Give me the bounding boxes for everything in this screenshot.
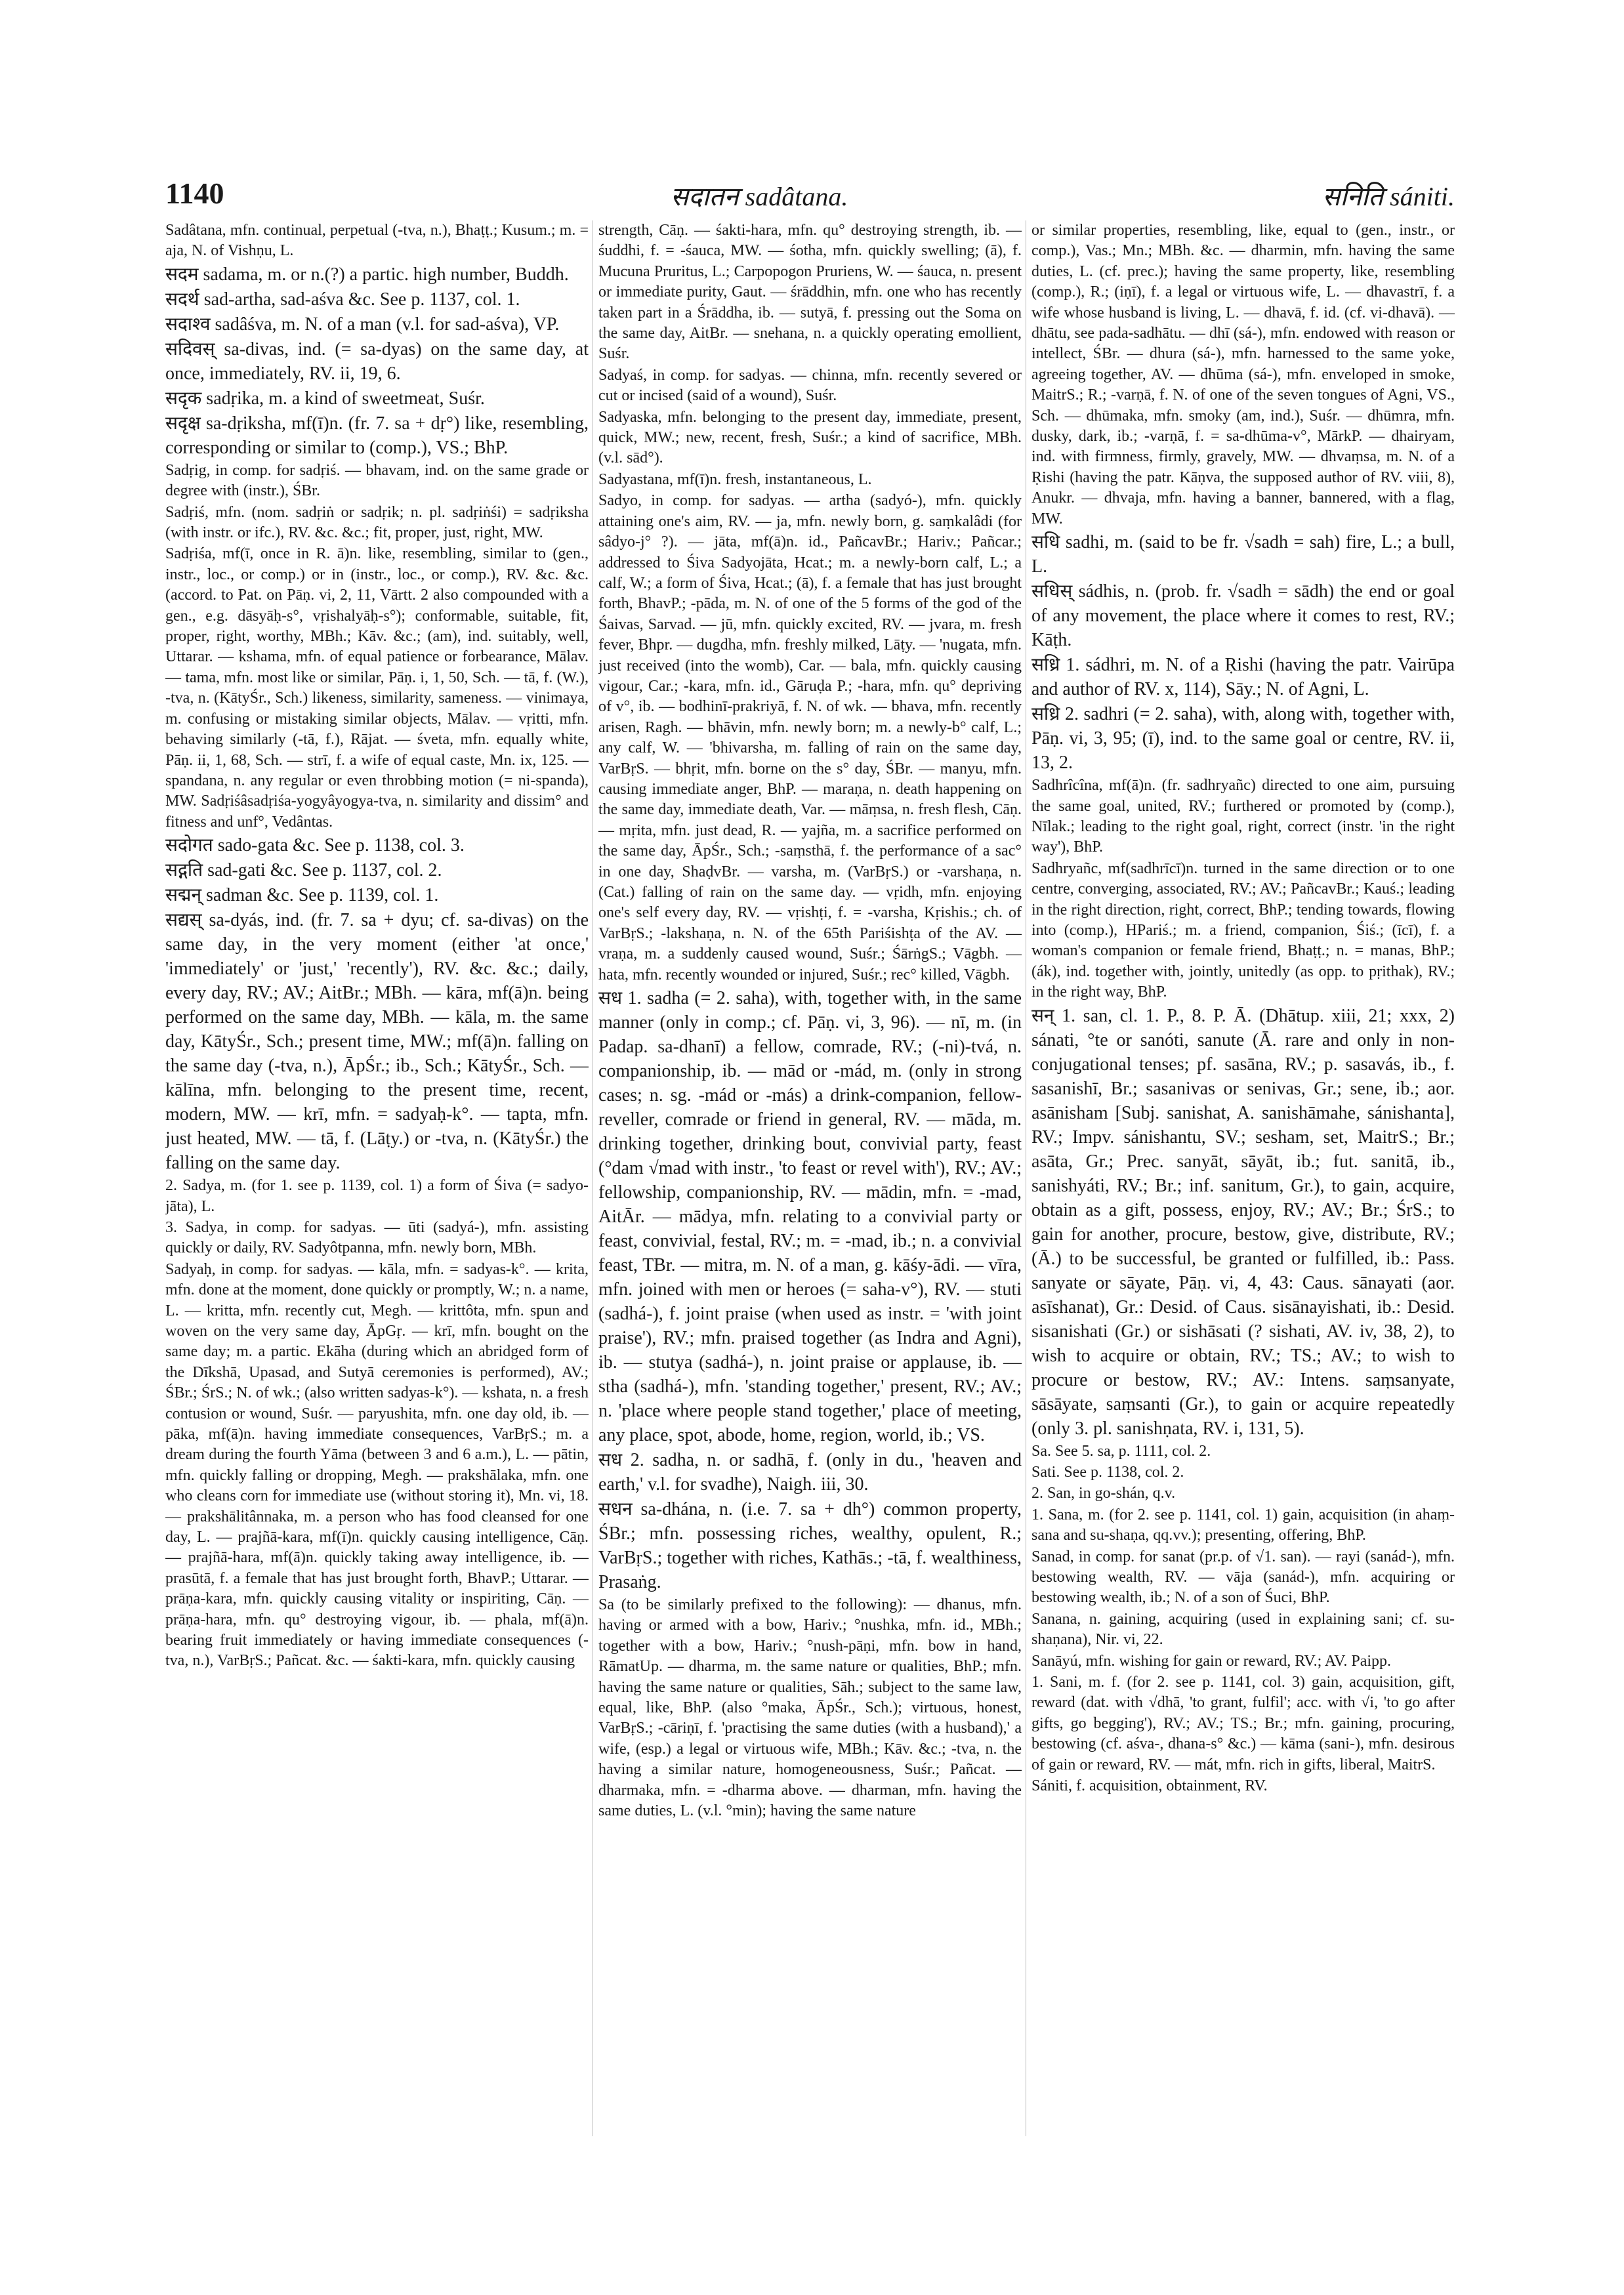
- dictionary-entry: सधन sa-dhána, n. (i.e. 7. sa + dh°) common property, ŚBr.; mfn. possessing riches, wealthy, opulent, R.; VarBṛS.; together with riches, Kathās.; -tā, f. wealthiness, Prasaṅg.: [598, 1499, 1022, 1593]
- dictionary-entry: Sadṛig, in comp. for sadṛiś. — bhavam, ind. on the same grade or degree with (instr.), ŚBr.: [165, 461, 589, 500]
- page-number: 1140: [165, 176, 224, 210]
- dictionary-entry: Sa (to be similarly prefixed to the following): — dhanus, mfn. having or armed with a bow, Hariv.; °nushka, mfn. id., MBh.; together with a bow, Hariv.; °nush-pāṇi, mfn. bow in hand, RāmatUp. — dharma, m. the same nature or qualities, BhP.; mfn. having the same nature or qualities, Sāh.; subject to the same law, equal, like, BhP. (also °maka, ĀpŚr., Sch.); virtuous, honest, VarBṛS.; -cāriṇī, f. 'practising the same duties (with a husband),' a wife, (esp.) a legal or virtuous wife, MBh.; Kāv. &c.; -tva, n. the having a similar nature, homogeneousness, Suśr.; Pañcat. — dharmaka, mfn. = -dharma above. — dharman, mfn. having the same duties, L. (v.l. °min); having the same nature: [598, 1596, 1022, 1820]
- dictionary-entry: सदाश्व sadâśva, m. N. of a man (v.l. for sad-aśva), VP.: [165, 314, 560, 335]
- column-left: [165, 220, 589, 2149]
- dictionary-entry: सदृक्ष sa-dṛiksha, mf(ī)n. (fr. 7. sa + dṛ°) like, resembling, corresponding or similar to (comp.), VS.; BhP.: [165, 413, 589, 458]
- dictionary-entry: सदम sadama, m. or n.(?) a partic. high number, Buddh.: [165, 264, 569, 285]
- dictionary-entry: 2. San, in go-shán, q.v.: [1031, 1485, 1176, 1502]
- dictionary-entry: strength, Cāṇ. — śakti-hara, mfn. qu° destroying strength, ib. — śuddhi, f. = -śauca, MW. — śotha, mfn. quickly swelling; (ā), f. Mucuna Pruritus, L.; Carpopogon Pruriens, W. — śauca, n. present or immediate purity, Gaut. — śrāddhin, mfn. one who has recently taken part in a Śrāddha, ib. — sutyā, f. pressing out the Soma on the same day, AitBr. — snehana, n. a quickly operating emollient, Suśr.: [598, 222, 1022, 363]
- dictionary-entry: Sadyo, in comp. for sadyas. — artha (sadyó-), mfn. quickly attaining one's aim, RV. — ja, mfn. newly born, g. saṃkalâdi (for sâdyo-j° ?). — jāta, mf(ā)n. id., PañcavBr.; Hariv.; Pañcar.; addressed to Śiva Sadyojāta, Hcat.; m. a newly-born calf, L.; a calf, W.; a form of Śiva, Hcat.; (ā), f. a female that has just brought forth, BhavP.; -pāda, m. N. of one of the 5 forms of the god of the Śaivas, Sarvad. — jū, mfn. quickly excited, RV. — jvara, m. fresh fever, Bhpr. — dugdha, mfn. freshly milked, Lāṭy. — 'nugata, mfn. just received (into the womb), Car. — bala, mfn. quickly causing vigour, Car.; -kara, mfn. id., Gāruḍa P.; -hara, mfn. qu° depriving of v°, ib. — bodhinī-prakriyā, f. N. of wk. — bhava, mfn. recently arisen, Ragh. — bhāvin, mfn. newly born; m. a newly-b° calf, L.; any calf, W. — 'bhivarsha, m. falling of rain on the same day, VarBṛS. — bhṛit, mfn. borne on the s° day, ŚBr. — manyu, mfn. causing immediate anger, BhP. — maraṇa, n. death happening on the same day, immediate death, Var. — māṃsa, n. fresh flesh, Cāṇ. — mṛita, mfn. just dead, R. — yajña, m. a sacrifice performed on the same day, ĀpŚr., Sch.; -saṃsthā, f. the performance of a sac° in one day, ShaḍvBr. — varsha, m. (VarBṛS.) or -varshaṇa, n. (Cat.) falling of rain on the same day. — vṛidh, mfn. enjoying one's self every day, RV. — vṛishṭi, f. = -varsha, Kṛishis.; ch. of VarBṛS.; -lakshaṇa, n. N. of the 65th Pariśishṭa of the AV. — vraṇa, m. a suddenly caused wound, Suśr.; ŚārṅgS.; Vāgbh. — hata, mfn. recently wounded or injured, Suśr.; rec° killed, Vāgbh.: [598, 492, 1022, 983]
- dictionary-entry: Sániti, f. acquisition, obtainment, RV.: [1031, 1777, 1268, 1795]
- column-right: [1031, 220, 1455, 2149]
- dictionary-entry: Sadyaś, in comp. for sadyas. — chinna, mfn. recently severed or cut or incised (said of a wound), Suśr.: [598, 366, 1022, 405]
- dictionary-entry: Sadyaska, mfn. belonging to the present day, immediate, present, quick, MW.; new, recent, fresh, Suśr.; a kind of sacrifice, MBh. (v.l. sād°).: [598, 408, 1022, 467]
- dictionary-entry: 3. Sadya, in comp. for sadyas. — ūti (sadyá-), mfn. assisting quickly or daily, RV. Sadyôtpanna, mfn. newly born, MBh.: [165, 1218, 589, 1257]
- dictionary-entry: Sa. See 5. sa, p. 1111, col. 2.: [1031, 1442, 1211, 1460]
- dictionary-entry: 2. Sadya, m. (for 1. see p. 1139, col. 1) a form of Śiva (= sadyo-jāta), L.: [165, 1177, 589, 1215]
- dictionary-entry: Sanad, in comp. for sanat (pr.p. of √1. san). — rayi (sanád-), mfn. bestowing wealth, RV. — vāja (sanád-), mfn. acquiring or bestowing wealth, ib.; N. of a son of Śuci, BhP.: [1031, 1548, 1455, 1607]
- left-running-headword: सदातन sadâtana.: [671, 182, 848, 211]
- dictionary-entry: सद्गति sad-gati &c. See p. 1137, col. 2.: [165, 860, 442, 881]
- dictionary-entry: Sadyaḥ, in comp. for sadyas. — kāla, mfn. = sadyas-k°. — krita, mfn. done at the moment, done quickly or promptly, W.; n. a name, L. — kritta, mfn. recently cut, Megh. — krittôta, mfn. spun and woven on the very same day, ĀpGṛ. — krī, mfn. bought on the same day; m. a partic. Ekāha (during which an abridged form of the Dīkshā, Upasad, and Sutyā ceremonies is performed), AV.; ŚBr.; ŚrS.; N. of wk.; (also written sadyas-k°). — kshata, n. a fresh contusion or wound, Suśr. — paryushita, mfn. one day old, ib. — pāka, mf(ā)n. having immediate consequences, VarBṛS.; m. a dream during the fourth Yāma (between 3 and 6 a.m.), L. — pātin, mfn. quickly falling or dropping, Megh. — prakshālaka, mfn. one who cleans corn for immediate use (without storing it), Mn. vi, 18. — prakshālitânnaka, m. a person who has food cleansed for one day, L. — prajñā-kara, mf(ī)n. quickly causing intelligence, Cāṇ. — prajñā-hara, mf(ā)n. quickly taking away intelligence, ib. — prasūtā, f. a female that has just brought forth, BhavP.; Uttarar. — prāṇa-kara, mfn. quickly causing vitality or inspiriting, Cāṇ. — prāṇa-hara, mfn. qu° destroying vigour, ib. — phala, mf(ā)n. bearing fruit immediately or having immediate consequences (-tva, n.), VarBṛS.; Pañcat. &c. — śakti-kara, mfn. quickly causing: [165, 1260, 589, 1670]
- dictionary-entry: सदिवस् sa-divas, ind. (= sa-dyas) on the same day, at once, immediately, RV. ii, 19, 6.: [165, 339, 589, 384]
- dictionary-entry: सध 2. sadha, n. or sadhā, f. (only in du., 'heaven and earth,' v.l. for svadhe), Naigh. iii, 30.: [598, 1450, 1022, 1495]
- dictionary-entry: सधि sadhi, m. (said to be fr. √sadh = sah) fire, L.; a bull, L.: [1031, 532, 1455, 577]
- dictionary-entry: Sadhrîcîna, mf(ā)n. (fr. sadhryañc) directed to one aim, pursuing the same goal, united, RV.; furthered or promoted by (comp.), Nīlak.; leading to the right goal, right, correct (instr. 'in the right way'), BhP.: [1031, 777, 1455, 856]
- dictionary-entry: Sadyastana, mf(ī)n. fresh, instantaneous, L.: [598, 470, 872, 488]
- dictionary-entry: सध 1. sadha (= 2. saha), with, together with, in the same manner (only in comp.; cf. Pāṇ. vi, 3, 96). — nī, m. (in Padap. sa-dhanī) a fellow, comrade, RV.; (-ni)-tvá, n. companionship, ib. — mād or -mád, m. (only in strong cases; n. sg. -mád or -más) a drink-companion, fellow-reveller, comrade or friend in general, RV. — māda, m. drinking together, drinking bout, convivial party, feast (°dam √mad with instr., 'to feast or revel with'), RV.; AV.; fellowship, companionship, RV. — mādin, mfn. = -mad, AitĀr. — mādya, mfn. relating to a convivial party or feast, convivial, festal, RV.; m. = -mad, ib.; n. a convivial feast, TBr. — mitra, m. N. of a man, g. kāśy-ādi. — vīra, mfn. joined with men or heroes (= saha-v°), RV. — stuti (sadhá-), f. joint praise (when used as instr. = 'with joint praise'), RV.; mfn. praised together (as Indra and Agni), ib. — stutya (sadhá-), n. joint praise or applause, ib. — stha (sadhá-), mfn. 'standing together,' present, RV.; AV.; n. 'place where people stand together,' place of meeting, any place, spot, abode, home, region, world, ib.; VS.: [598, 988, 1022, 1446]
- dictionary-entry: or similar properties, resembling, like, equal to (gen., instr., or comp.), Vas.; Mn.; MBh. &c. — dharmin, mfn. having the same duties, L. (cf. prec.); having the same property, like, resembling (comp.), R.; (iṇī), f. a legal or virtuous wife, L. — dhavastrī, f. a wife whose husband is living, L. — dhavā, f. id. (cf. vi-dhavā). — dhātu, see pada-sadhātu. — dhī (sá-), mfn. endowed with reason or intellect, ŚBr. — dhura (sá-), mfn. harnessed to the same yoke, agreeing together, AV. — dhūma (sá-), mfn. enveloped in smoke, MaitrS.; R.; -varṇā, f. N. of one of the seven tongues of Agni, VS., Sch. — dhūmaka, mfn. smoky (am, ind.), Suśr. — dhūmra, mfn. dusky, dark, ib.; -varṇā, f. = sa-dhūma-v°, MārkP. — dhairyam, ind. with firmness, firmly, gravely, MW. — dhvaṃsa, m. N. of a Ṛishi (having the patr. Kāṇva, the supposed author of RV. viii, 8), Anukr. — dhvaja, mfn. having a banner, bannered, with a flag, MW.: [1031, 222, 1455, 527]
- dictionary-entry: सन् 1. san, cl. 1. P., 8. P. Ā. (Dhātup. xiii, 21; xxx, 2) sánati, °te or sanóti, sanute (Ā. rare and only in non-conjugational tenses; pf. sasāna, RV.; p. sasavás, ib., f. sasanishī, Br.; sasanivas or senivas, Gr.; sene, ib.; aor. asānisham [Subj. sanishat, A. sanishāmahe, sánishanta], RV.; Impv. sánishantu, SV.; sesham, set, MaitrS.; Br.; asāta, Gr.; Prec. sanyāt, sāyāt, ib.; fut. sanitā, ib., sanishyáti, RV.; Br.; inf. sanitum, Gr.), to gain, acquire, obtain as a gift, possess, enjoy, RV.; AV.; Br.; ŚrS.; to gain for another, procure, bestow, give, distribute, RV.; (Ā.) to be successful, be granted or fulfilled, ib.: Pass. sanyate or sāyate, Pāṇ. vi, 4, 43: Caus. sānayati (aor. asīshanat), Gr.: Desid. of Caus. sisānayishati, ib.: Desid. sisanishati (Gr.) or sishāsati (? sishati, AV. iv, 38, 2), to wish to acquire or obtain, RV.; TS.; AV.; to wish to procure or bestow, RV.; AV.: Intens. saṃsanyate, sāsāyate, saṃsanti (Gr.), to gain or acquire repeatedly (only 3. pl. sanishṇata, RV. i, 131, 5).: [1031, 1005, 1455, 1439]
- dictionary-entry: सध्रि 1. sádhri, m. N. of a Ṛishi (having the patr. Vairūpa and author of RV. x, 114), Sāy.; N. of Agni, L.: [1031, 655, 1455, 700]
- dictionary-entry: 1. Sana, m. (for 2. see p. 1141, col. 1) gain, acquisition (in ahaṃ-sana and su-shaṇa, qq.vv.); presenting, offering, BhP.: [1031, 1506, 1455, 1544]
- dictionary-entry: Sadhryañc, mf(sadhrīcī)n. turned in the same direction or to one centre, converging, associated, RV.; AV.; PañcavBr.; Kauś.; leading in the right direction, right, correct, BhP.; tending towards, flowing into (comp.), HPariś.; m. a friend, companion, Śiś.; (īcī), f. a woman's companion or female friend, Bhaṭṭ.; n. = manas, BhP.; (ák), ind. together with, jointly, unitedly (as opp. to pṛithak), RV.; in the right way, BhP.: [1031, 859, 1455, 1001]
- dictionary-entry: Sadâtana, mfn. continual, perpetual (-tva, n.), Bhaṭṭ.; Kusum.; m. = aja, N. of Vishṇu, L.: [165, 222, 589, 260]
- dictionary-entry: सद्यस् sa-dyás, ind. (fr. 7. sa + dyu; cf. sa-divas) on the same day, in the very moment (either 'at once,' 'immediately' or 'just,' 'recently'), RV. &c. &c.; daily, every day, RV.; AV.; AitBr.; MBh. — kāra, mf(ā)n. being performed on the same day, MBh. — kāla, m. the same day, KātyŚr., Sch.; present time, MW.; mf(ā)n. falling on the same day (-tva, n.), ĀpŚr.; ib., Sch.; KātyŚr., Sch. — kālīna, mfn. belonging to the present time, recent, modern, MW. — krī, mfn. = sadyaḥ-k°. — tapta, mfn. just heated, MW. — tā, f. (Lāṭy.) or -tva, n. (KātyŚr.) the falling on the same day.: [165, 910, 589, 1174]
- page-header: [165, 176, 1455, 217]
- dictionary-entry: सध्रि 2. sadhri (= 2. saha), with, along with, together with, Pāṇ. vi, 3, 95; (ī), ind. to the same goal or centre, RV. ii, 13, 2.: [1031, 704, 1455, 774]
- column-middle: [598, 220, 1022, 2149]
- dictionary-entry: Sanana, n. gaining, acquiring (used in explaining sani; cf. su-shaṇana), Nir. vi, 22.: [1031, 1610, 1455, 1649]
- right-running-headword: सनिति sániti.: [1322, 182, 1455, 211]
- dictionary-entry: Sadṛiś, mfn. (nom. sadṛiṅ or sadṛik; n. pl. sadṛiṅśi) = sadṛiksha (with instr. or ifc.), RV. &c. &c.; fit, proper, just, right, MW.: [165, 503, 589, 542]
- dictionary-entry: Sanāyú, mfn. wishing for gain or reward, RV.; AV. Paipp.: [1031, 1652, 1392, 1670]
- dictionary-entry: सदोगत sado-gata &c. See p. 1138, col. 3.: [165, 835, 465, 856]
- dictionary-entry: 1. Sani, m. f. (for 2. see p. 1141, col. 3) gain, acquisition, gift, reward (dat. with √dhā, 'to grant, fulfil'; acc. with √i, 'to go after gifts, go begging'), RV.; AV.; TS.; Br.; mfn. gaining, procuring, bestowing (cf. aśva-, dhana-s° &c.) — kāma (sani-), mfn. desirous of gain or reward, RV. — mát, mfn. rich in gifts, liberal, MaitrS.: [1031, 1674, 1455, 1773]
- dictionary-entry: Sadṛiśa, mf(ī, once in R. ā)n. like, resembling, similar to (gen., instr., loc., or comp.) or in (instr., loc., or comp.), RV. &c. &c. (accord. to Pat. on Pāṇ. vi, 2, 11, Vārtt. 2 also compounded with a gen., e.g. dāsyāḥ-s°, vṛishalyāḥ-s°); conformable, suitable, fit, proper, right, worthy, MBh.; Kāv. &c.; (am), ind. suitably, well, Uttarar. — kshama, mfn. of equal patience or forbearance, Mālav. — tama, mfn. most like or similar, Pāṇ. i, 1, 50, Sch. — tā, f. (W.), -tva, n. (KātyŚr., Sch.) likeness, similarity, sameness. — vinimaya, m. confusing or mistaking similar objects, Mālav. — vṛitti, mfn. behaving similarly (-tā, f.), Rājat. — śveta, mfn. equally white, Pāṇ. ii, 1, 68, Sch. — strī, f. a wife of equal caste, Mn. ix, 125. — spandana, n. any regular or even throbbing motion (= ni-spanda), MW. Sadṛiśâsadṛiśa-yogyâyogya-tva, n. similarity and dissim° and fitness and unf°, Vedântas.: [165, 545, 589, 831]
- dictionary-entry: सदृक sadṛika, m. a kind of sweetmeat, Suśr.: [165, 388, 485, 409]
- dictionary-entry: सदर्थ sad-artha, sad-aśva &c. See p. 1137, col. 1.: [165, 289, 520, 310]
- dictionary-entry: Sati. See p. 1138, col. 2.: [1031, 1463, 1184, 1481]
- dictionary-entry: सधिस् sádhis, n. (prob. fr. √sadh = sādh) the end or goal of any movement, the place where it comes to rest, RV.; Kāṭh.: [1031, 581, 1455, 651]
- dictionary-entry: सद्मन् sadman &c. See p. 1139, col. 1.: [165, 885, 439, 906]
